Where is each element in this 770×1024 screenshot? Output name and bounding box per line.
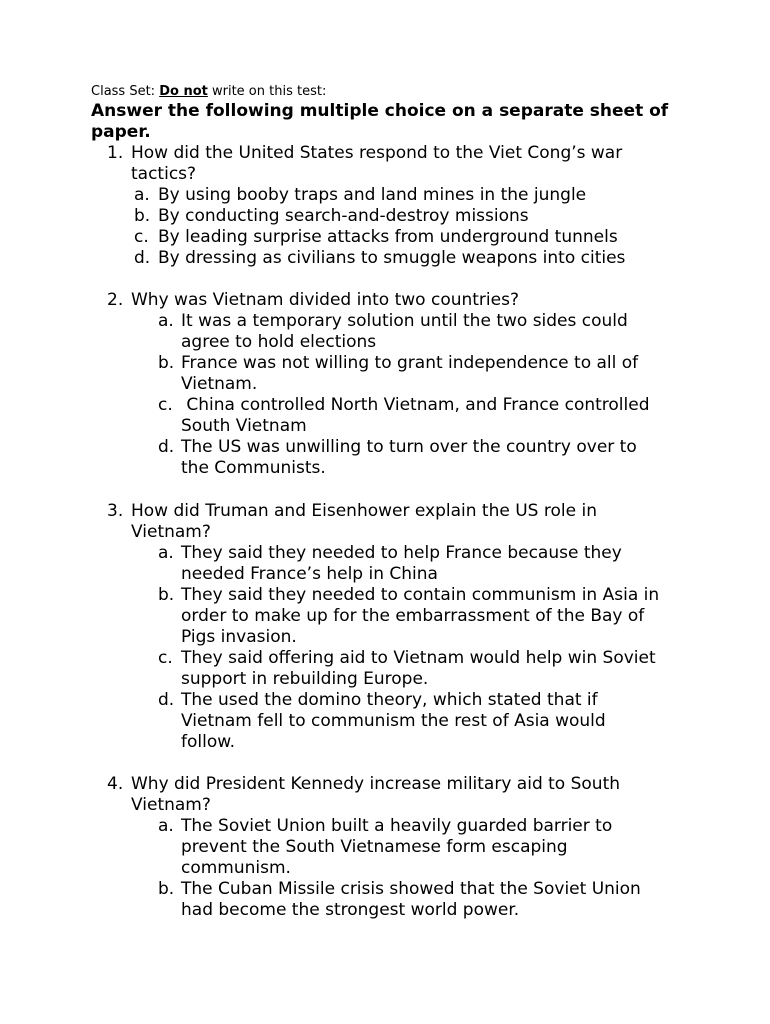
answer-option-c [158, 648, 659, 690]
option-letter: c. [158, 395, 173, 415]
option-text-line: By dressing as civilians to smuggle weapons into cities [158, 248, 626, 268]
question-number: 4. [107, 774, 124, 794]
question-text-line: Vietnam? [131, 522, 211, 542]
option-text-line: needed France’s help in China [181, 564, 438, 584]
question-number: 2. [107, 290, 124, 310]
option-text-line: The Soviet Union built a heavily guarded barrier to [181, 816, 613, 836]
instructions: Answer the following multiple choice on a separate sheet of paper. [91, 101, 669, 142]
question-number: 3. [107, 501, 124, 521]
option-text-line: follow. [181, 732, 235, 752]
answer-option-a [134, 185, 625, 206]
option-text-line: China controlled North Vietnam, and France controlled [181, 395, 650, 415]
question-number: 1. [107, 143, 124, 163]
option-text-line: They said they needed to help France because they [181, 543, 622, 563]
question-text-line: tactics? [131, 164, 197, 184]
option-text-line: the Communists. [181, 458, 326, 478]
option-letter: b. [134, 206, 151, 226]
question-stem [107, 143, 625, 185]
option-letter: c. [158, 648, 173, 668]
question-text-line: How did Truman and Eisenhower explain the US role in [131, 501, 597, 521]
option-letter: a. [158, 543, 174, 563]
option-letter: d. [134, 248, 151, 268]
question-stem [107, 501, 659, 543]
answer-option-a [158, 311, 650, 353]
do-not-emphasis: Do not [159, 84, 208, 99]
answer-option-b [158, 353, 650, 395]
option-text-line: Pigs invasion. [181, 627, 297, 647]
answer-option-d [158, 690, 659, 753]
option-text-line: Vietnam. [181, 374, 258, 394]
answer-option-a [158, 543, 659, 585]
option-text-line: It was a temporary solution until the two sides could [181, 311, 628, 331]
answer-option-a [158, 816, 641, 879]
option-text-line: order to make up for the embarrassment of the Bay of [181, 606, 645, 626]
question-text-line: How did the United States respond to the Viet Cong’s war [131, 143, 623, 163]
question-1 [107, 143, 625, 269]
option-letter: c. [134, 227, 149, 247]
question-4 [107, 774, 641, 921]
option-letter: a. [134, 185, 150, 205]
question-text-line: Vietnam? [131, 795, 211, 815]
answer-option-c [134, 227, 625, 248]
class-set-suffix: write on this test: [207, 84, 327, 99]
answer-option-b [158, 879, 641, 921]
question-stem [107, 774, 641, 816]
option-letter: b. [158, 879, 175, 899]
question-stem [107, 290, 650, 311]
option-text-line: France was not willing to grant independence to all of [181, 353, 639, 373]
option-text-line: communism. [181, 858, 291, 878]
question-text-line: Why was Vietnam divided into two countries? [131, 290, 519, 310]
option-text-line: By conducting search-and-destroy missions [158, 206, 529, 226]
option-text-line: agree to hold elections [181, 332, 377, 352]
answer-option-d [134, 248, 625, 269]
answer-option-c [158, 395, 650, 437]
option-letter: b. [158, 353, 175, 373]
answer-option-d [158, 437, 650, 479]
option-text-line: had become the strongest world power. [181, 900, 520, 920]
option-letter: a. [158, 816, 174, 836]
option-text-line: prevent the South Vietnamese form escaping [181, 837, 568, 857]
question-2 [107, 290, 650, 479]
option-text-line: The Cuban Missile crisis showed that the Soviet Union [181, 879, 641, 899]
option-text-line: support in rebuilding Europe. [181, 669, 429, 689]
option-letter: b. [158, 585, 175, 605]
option-text-line: South Vietnam [181, 416, 307, 436]
class-set-note [91, 84, 326, 100]
option-text-line: The used the domino theory, which stated that if [181, 690, 598, 710]
question-text-line: Why did President Kennedy increase military aid to South [131, 774, 621, 794]
class-set-prefix: Class Set: [91, 84, 160, 99]
option-letter: d. [158, 437, 175, 457]
option-text-line: They said offering aid to Vietnam would help win Soviet [181, 648, 656, 668]
question-3 [107, 501, 659, 753]
option-letter: a. [158, 311, 174, 331]
option-text-line: Vietnam fell to communism the rest of Asia would [181, 711, 606, 731]
option-text-line: By leading surprise attacks from underground tunnels [158, 227, 618, 247]
option-text-line: The US was unwilling to turn over the country over to [181, 437, 637, 457]
answer-option-b [134, 206, 625, 227]
answer-option-b [158, 585, 659, 648]
option-text-line: By using booby traps and land mines in the jungle [158, 185, 587, 205]
option-text-line: They said they needed to contain communism in Asia in [181, 585, 660, 605]
option-letter: d. [158, 690, 175, 710]
